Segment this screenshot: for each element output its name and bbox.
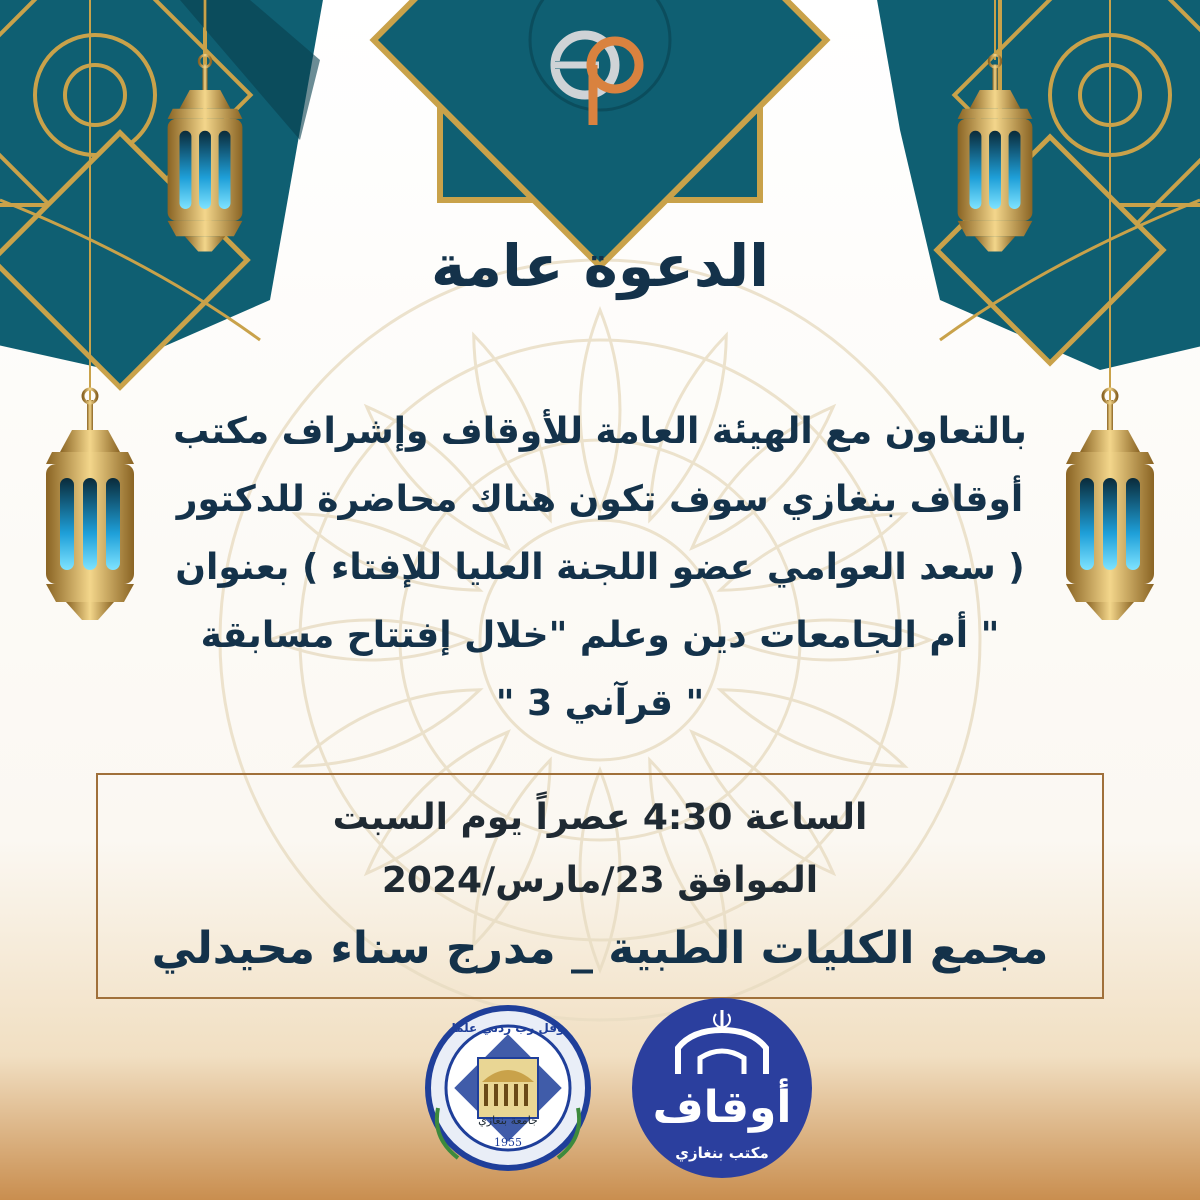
body-line: بالتعاون مع الهيئة العامة للأوقاف وإشراف مكتب xyxy=(173,411,1027,452)
body-line: أوقاف بنغازي سوف تكون هناك محاضرة للدكتور xyxy=(176,479,1024,520)
body-line: ( سعد العوامي عضو اللجنة العليا للإفتاء ) بعنوان xyxy=(175,547,1025,588)
event-date: الموافق 23/مارس/2024 xyxy=(381,860,819,901)
body-line: " أم الجامعات دين وعلم "خلال إفتتاح مسابقة xyxy=(200,615,1000,656)
awqaf-benghazi-logo xyxy=(632,998,812,1178)
university-arc-text: وقل رب زدني علما xyxy=(451,1021,565,1035)
university-of-benghazi-seal xyxy=(428,1008,588,1168)
university-seal-name: جامعة بنغازي xyxy=(478,1114,538,1127)
event-time: الساعة 4:30 عصراً يوم السبت xyxy=(332,797,868,838)
body-line: " قرآني 3 " xyxy=(495,683,705,724)
university-year: 1955 xyxy=(494,1136,522,1149)
invitation-title: الدعوة عامة xyxy=(430,232,770,300)
awqaf-logo-word: أوقاف xyxy=(652,1082,792,1133)
awqaf-office-name: مكتب بنغازي xyxy=(675,1144,769,1162)
event-venue: مجمع الكليات الطبية _ مدرج سناء محيدلي xyxy=(151,923,1049,974)
